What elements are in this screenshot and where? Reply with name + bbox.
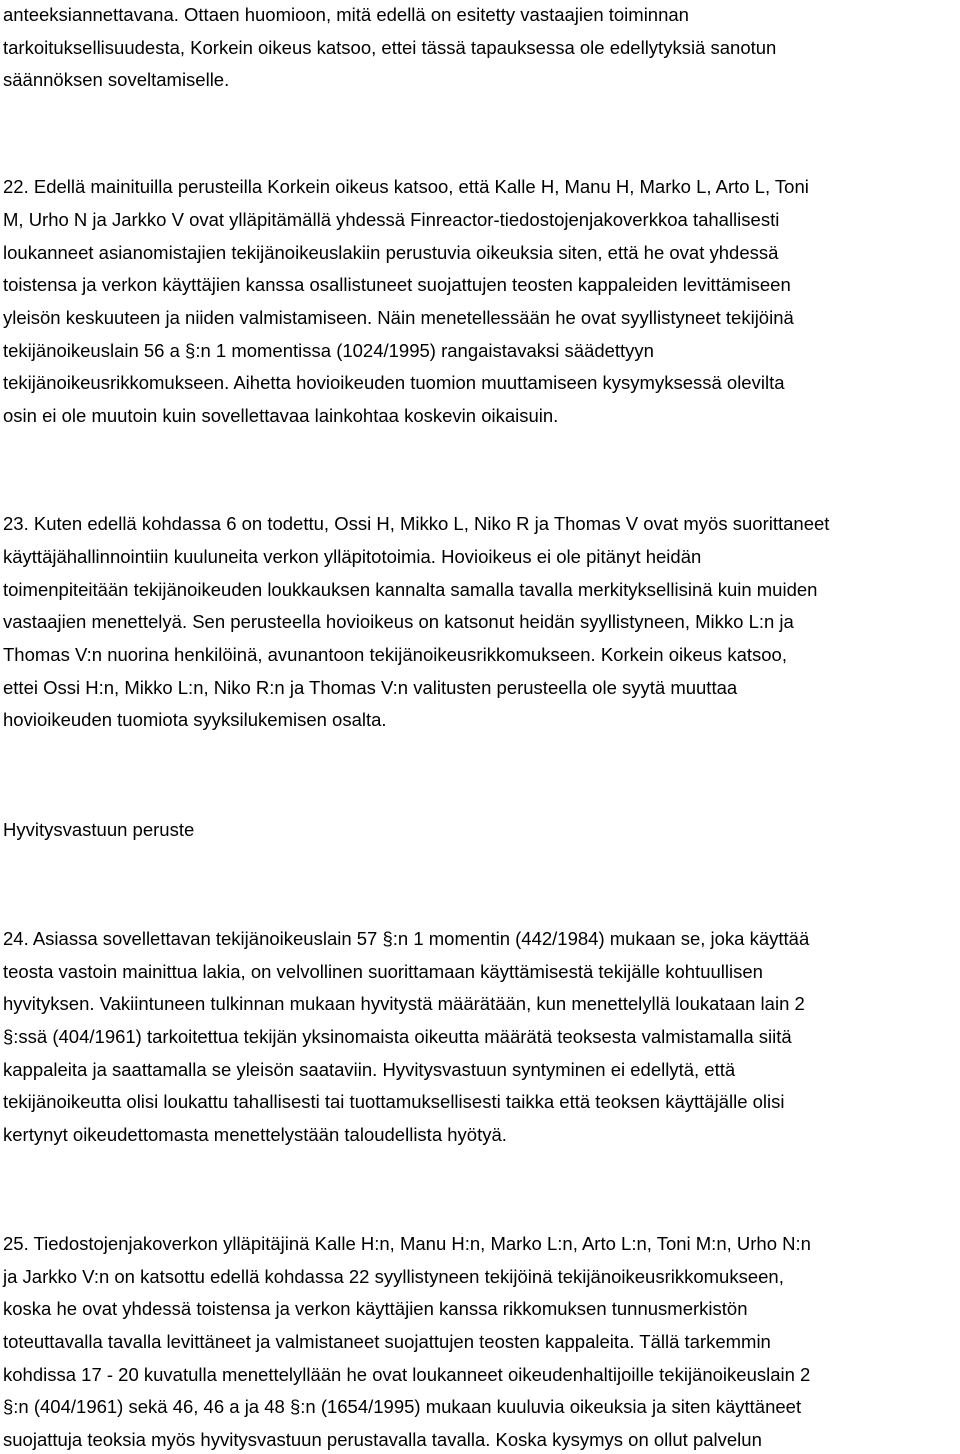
paragraph-22-line-6: tekijänoikeuslain 56 a §:n 1 momentissa (1024/1995) rangaistavaksi säädettyyn: [3, 340, 654, 361]
section-heading: Hyvitysvastuun peruste: [3, 819, 195, 840]
paragraph-24-line-1: 24. Asiassa sovellettavan tekijänoikeuslain 57 §:n 1 momentin (442/1984) mukaan se, joka käyttää: [3, 928, 810, 949]
paragraph-22-line-3: loukanneet asianomistajien tekijänoikeuslakiin perustuvia oikeuksia siten, että he ovat yhdessä: [3, 242, 779, 263]
paragraph-25-line-5: kohdissa 17 - 20 kuvatulla menettelyllään he ovat loukanneet oikeudenhaltijoille tekijänoikeuslain 2: [3, 1364, 811, 1385]
intro-line-2: tarkoituksellisuudesta, Korkein oikeus katsoo, ettei tässä tapauksessa ole edellytyksiä sanotun: [3, 37, 777, 58]
paragraph-23-line-4: vastaajien menettelyä. Sen perusteella hovioikeus on katsonut heidän syyllistyneen, Mikko L:n ja: [3, 611, 794, 632]
paragraph-22-line-2: M, Urho N ja Jarkko V ovat ylläpitämällä yhdessä Finreactor-tiedostojenjakoverkkoa tahallisesti: [3, 209, 780, 230]
paragraph-24-line-7: kertynyt oikeudettomasta menettelystään taloudellista hyötyä.: [3, 1124, 507, 1145]
paragraph-22-line-5: yleisön keskuuteen ja niiden valmistamiseen. Näin menetellessään he ovat syyllistyneet tekijöinä: [3, 307, 794, 328]
paragraph-23-line-3: toimenpiteitään tekijänoikeuden loukkauksen kannalta samalla tavalla merkityksellisinä kuin muiden: [3, 579, 818, 600]
paragraph-25-line-4: toteuttavalla tavalla levittäneet ja valmistaneet suojattujen teosten kappaleita. Tällä tarkemmin: [3, 1331, 771, 1352]
paragraph-25-line-1: 25. Tiedostojenjakoverkon ylläpitäjinä Kalle H:n, Manu H:n, Marko L:n, Arto L:n, Toni M:n, Urho N:n: [3, 1233, 811, 1254]
paragraph-22-line-4: toistensa ja verkon käyttäjien kanssa osallistuneet suojattujen teosten kappaleiden levittämiseen: [3, 274, 791, 295]
paragraph-23-line-6: ettei Ossi H:n, Mikko L:n, Niko R:n ja Thomas V:n valitusten perusteella ole syytä muuttaa: [3, 677, 738, 698]
paragraph-25-line-3: koska he ovat yhdessä toistensa ja verkon käyttäjien kanssa rikkomuksen tunnusmerkistön: [3, 1298, 748, 1319]
paragraph-23-line-7: hovioikeuden tuomiota syyksilukemisen osalta.: [3, 709, 387, 730]
intro-line-3: säännöksen soveltamiselle.: [3, 69, 230, 90]
paragraph-23-line-2: käyttäjähallinnointiin kuuluneita verkon ylläpitotoimia. Hovioikeus ei ole pitänyt heidän: [3, 546, 702, 567]
paragraph-24-line-4: §:ssä (404/1961) tarkoitettua tekijän yksinomaista oikeutta määrätä teoksesta valmistamalla siitä: [3, 1026, 792, 1047]
paragraph-24-line-6: tekijänoikeutta olisi loukattu tahallisesti tai tuottamuksellisesti taikka että teoksen käyttäjälle olisi: [3, 1091, 785, 1112]
paragraph-22-line-1: 22. Edellä mainituilla perusteilla Korkein oikeus katsoo, että Kalle H, Manu H, Marko L, Arto L, Toni: [3, 176, 809, 197]
paragraph-23-line-1: 23. Kuten edellä kohdassa 6 on todettu, Ossi H, Mikko L, Niko R ja Thomas V ovat myös suorittaneet: [3, 513, 830, 534]
paragraph-24-line-2: teosta vastoin mainittua lakia, on velvollinen suorittamaan käyttämisestä tekijälle kohtuullisen: [3, 961, 763, 982]
paragraph-22-line-7: tekijänoikeusrikkomukseen. Aihetta hovioikeuden tuomion muuttamiseen kysymyksessä olevilta: [3, 372, 785, 393]
paragraph-25-line-6: §:n (404/1961) sekä 46, 46 a ja 48 §:n (1654/1995) mukaan kuuluvia oikeuksia ja siten käyttäneet: [3, 1396, 802, 1417]
paragraph-25-line-7: suojattuja teoksia myös hyvitysvastuun perustavalla tavalla. Koska kysymys on ollut palvelun: [3, 1429, 762, 1450]
paragraph-24-line-3: hyvityksen. Vakiintuneen tulkinnan mukaan hyvitystä määrätään, kun menettelyllä loukataan lain 2: [3, 993, 805, 1014]
paragraph-23-line-5: Thomas V:n nuorina henkilöinä, avunantoon tekijänoikeusrikkomukseen. Korkein oikeus katsoo,: [3, 644, 787, 665]
paragraph-24-line-5: kappaleita ja saattamalla se yleisön saataviin. Hyvitysvastuun syntyminen ei edellytä, että: [3, 1059, 736, 1080]
intro-line-1: anteeksiannettavana. Ottaen huomioon, mitä edellä on esitetty vastaajien toiminnan: [3, 4, 689, 25]
paragraph-22-line-8: osin ei ole muutoin kuin sovellettavaa lainkohtaa koskevin oikaisuin.: [3, 405, 559, 426]
paragraph-25-line-2: ja Jarkko V:n on katsottu edellä kohdassa 22 syyllistyneen tekijöinä tekijänoikeusrikkomukseen,: [3, 1266, 784, 1287]
